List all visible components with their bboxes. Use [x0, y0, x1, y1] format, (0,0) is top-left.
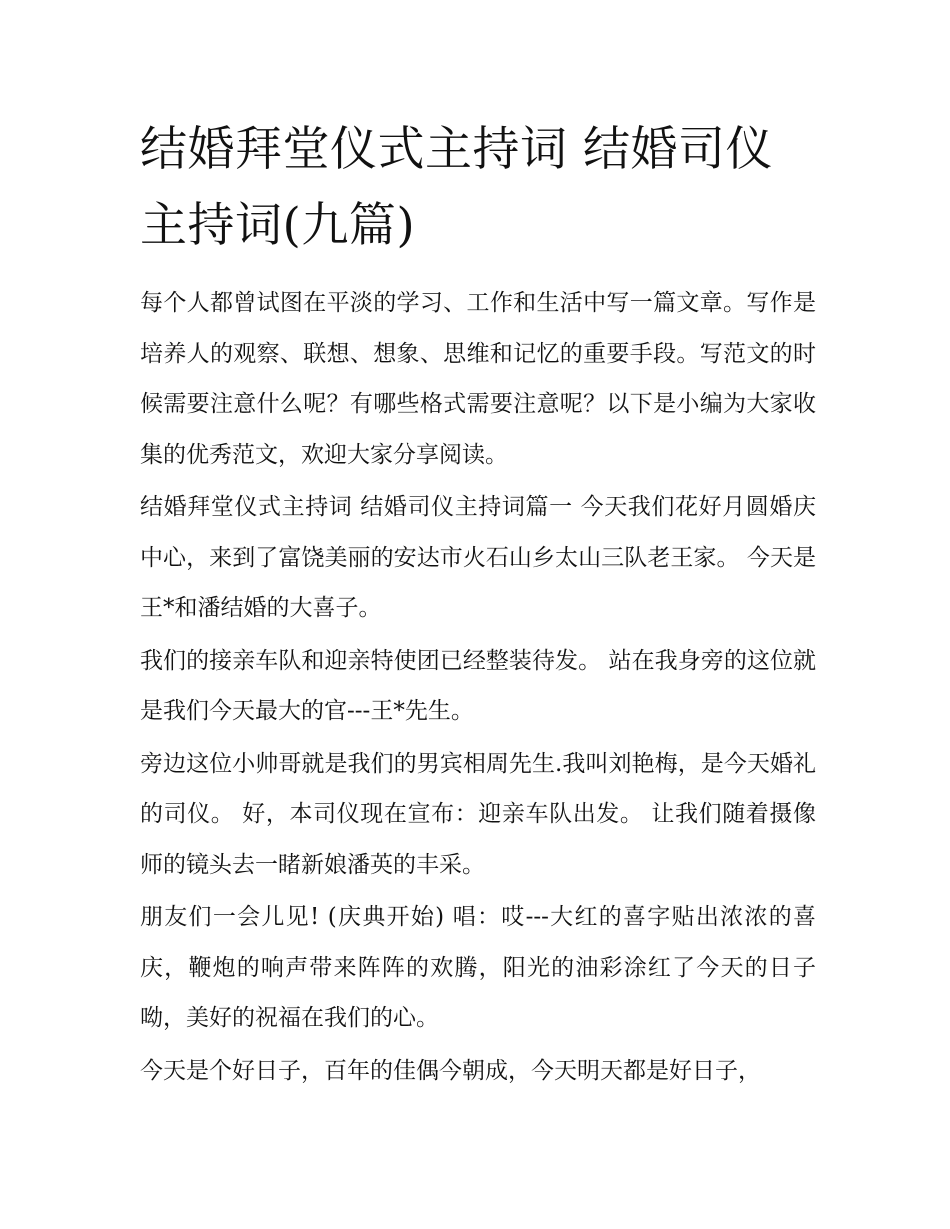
document-body: [140, 112, 816, 1098]
paragraph-1: 结婚拜堂仪式主持词 结婚司仪主持词篇一 今天我们花好月圆婚庆中心，来到了富饶美丽的安达市火石山乡太山三队老王家。 今天是王*和潘结婚的大喜子。: [140, 494, 816, 621]
paragraph-3: 旁边这位小帅哥就是我们的男宾相周先生.我叫刘艳梅，是今天婚礼的司仪。 好，本司仪现在宣布：迎亲车队出发。 让我们随着摄像师的镜头去一睹新娘潘英的丰采。: [140, 750, 816, 878]
paragraph-intro: 每个人都曾试图在平淡的学习、工作和生活中写一篇文章。写作是培养人的观察、联想、想象、思维和记忆的重要手段。写范文的时候需要注意什么呢？有哪些格式需要注意呢？以下是小编为大家收集的优秀范文，欢迎大家分享阅读。: [140, 290, 816, 468]
paragraph-5: 今天是个好日子，百年的佳偶今朝成，今天明天都是好日子，: [140, 1057, 761, 1084]
paragraph-4: 朋友们一会儿见! (庆典开始) 唱：哎---大红的喜字贴出浓浓的喜庆，鞭炮的响声带来阵阵的欢腾，阳光的油彩涂红了今天的日子呦，美好的祝福在我们的心。: [140, 904, 816, 1031]
paragraph-2: 我们的接亲车队和迎亲特使团已经整装待发。 站在我身旁的这位就是我们今天最大的官---王*先生。: [140, 647, 816, 724]
document-title: 结婚拜堂仪式主持词 结婚司仪主持词(九篇): [140, 122, 773, 253]
